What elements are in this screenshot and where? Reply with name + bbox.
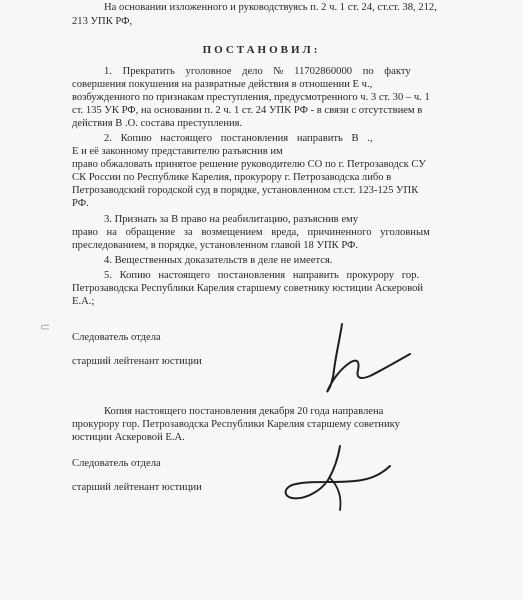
text-line: 4. Вещественных доказательств в деле не имеется. bbox=[104, 255, 333, 266]
signature-title: старший лейтенант юстиции bbox=[72, 482, 202, 493]
text-line: совершения покушения на развратные действия в отношении Е ч., bbox=[72, 79, 373, 90]
signature-mark bbox=[300, 318, 420, 398]
text-line: возбужденного по признакам преступления, предусмотренного ч. 3 ст. 30 – ч. 1 bbox=[72, 92, 430, 103]
text-line: 3. Признать за В право на реабилитацию, разъяснив ему bbox=[104, 214, 359, 225]
margin-bracket-mark: ⸦ bbox=[38, 320, 52, 336]
text-line: 213 УПК РФ, bbox=[72, 16, 133, 27]
signature-title: старший лейтенант юстиции bbox=[72, 356, 202, 367]
text-line: действия В .О. состава преступления. bbox=[72, 118, 243, 129]
text-line: право обжаловать принятое решение руководителю СО по г. Петрозаводск СУ bbox=[72, 159, 426, 170]
text-line: Петрозаводский городской суд в порядке, установленном ст.ст. 123-125 УПК bbox=[72, 185, 419, 196]
document-heading: ПОСТАНОВИЛ: bbox=[202, 44, 321, 56]
text-line: юстиции Аскеровой Е.А. bbox=[72, 432, 185, 443]
text-line: 2. Копию настоящего постановления направить В ., bbox=[104, 133, 373, 144]
text-line: преследованием, в порядке, установленном главой 18 УПК РФ. bbox=[72, 240, 359, 251]
signature-title: Следователь отдела bbox=[72, 458, 161, 469]
signature-mark-2 bbox=[270, 440, 400, 520]
text-line: 1. Прекратить уголовное дело № 11702860000 по факту bbox=[104, 66, 411, 77]
text-line: На основании изложенного и руководствуясь п. 2 ч. 1 ст. 24, ст.ст. 38, 212, bbox=[104, 2, 437, 13]
text-line: Копия настоящего постановления декабря 20 года направлена bbox=[104, 406, 384, 417]
text-line: Е.А.; bbox=[72, 296, 95, 307]
text-line: прокурору гор. Петрозаводска Республики Карелия старшему советнику bbox=[72, 419, 400, 430]
text-line: ст. 135 УК РФ, на основании п. 2 ч. 1 ст. 24 УПК РФ - в связи с отсутствием в bbox=[72, 105, 423, 116]
text-line: Е и её законному представителю разъяснив им bbox=[72, 146, 283, 157]
text-line: СК России по Республике Карелия, прокурору г. Петрозаводска либо в bbox=[72, 172, 392, 183]
text-line: Петрозаводска Республики Карелия старшему советнику юстиции Аскеровой bbox=[72, 283, 424, 294]
signature-title: Следователь отдела bbox=[72, 332, 161, 343]
text-line: РФ. bbox=[72, 198, 89, 209]
text-line: право на обращение за возмещением вреда, причиненного уголовным bbox=[72, 227, 430, 238]
text-line: 5. Копию настоящего постановления направить прокурору гор. bbox=[104, 270, 420, 281]
